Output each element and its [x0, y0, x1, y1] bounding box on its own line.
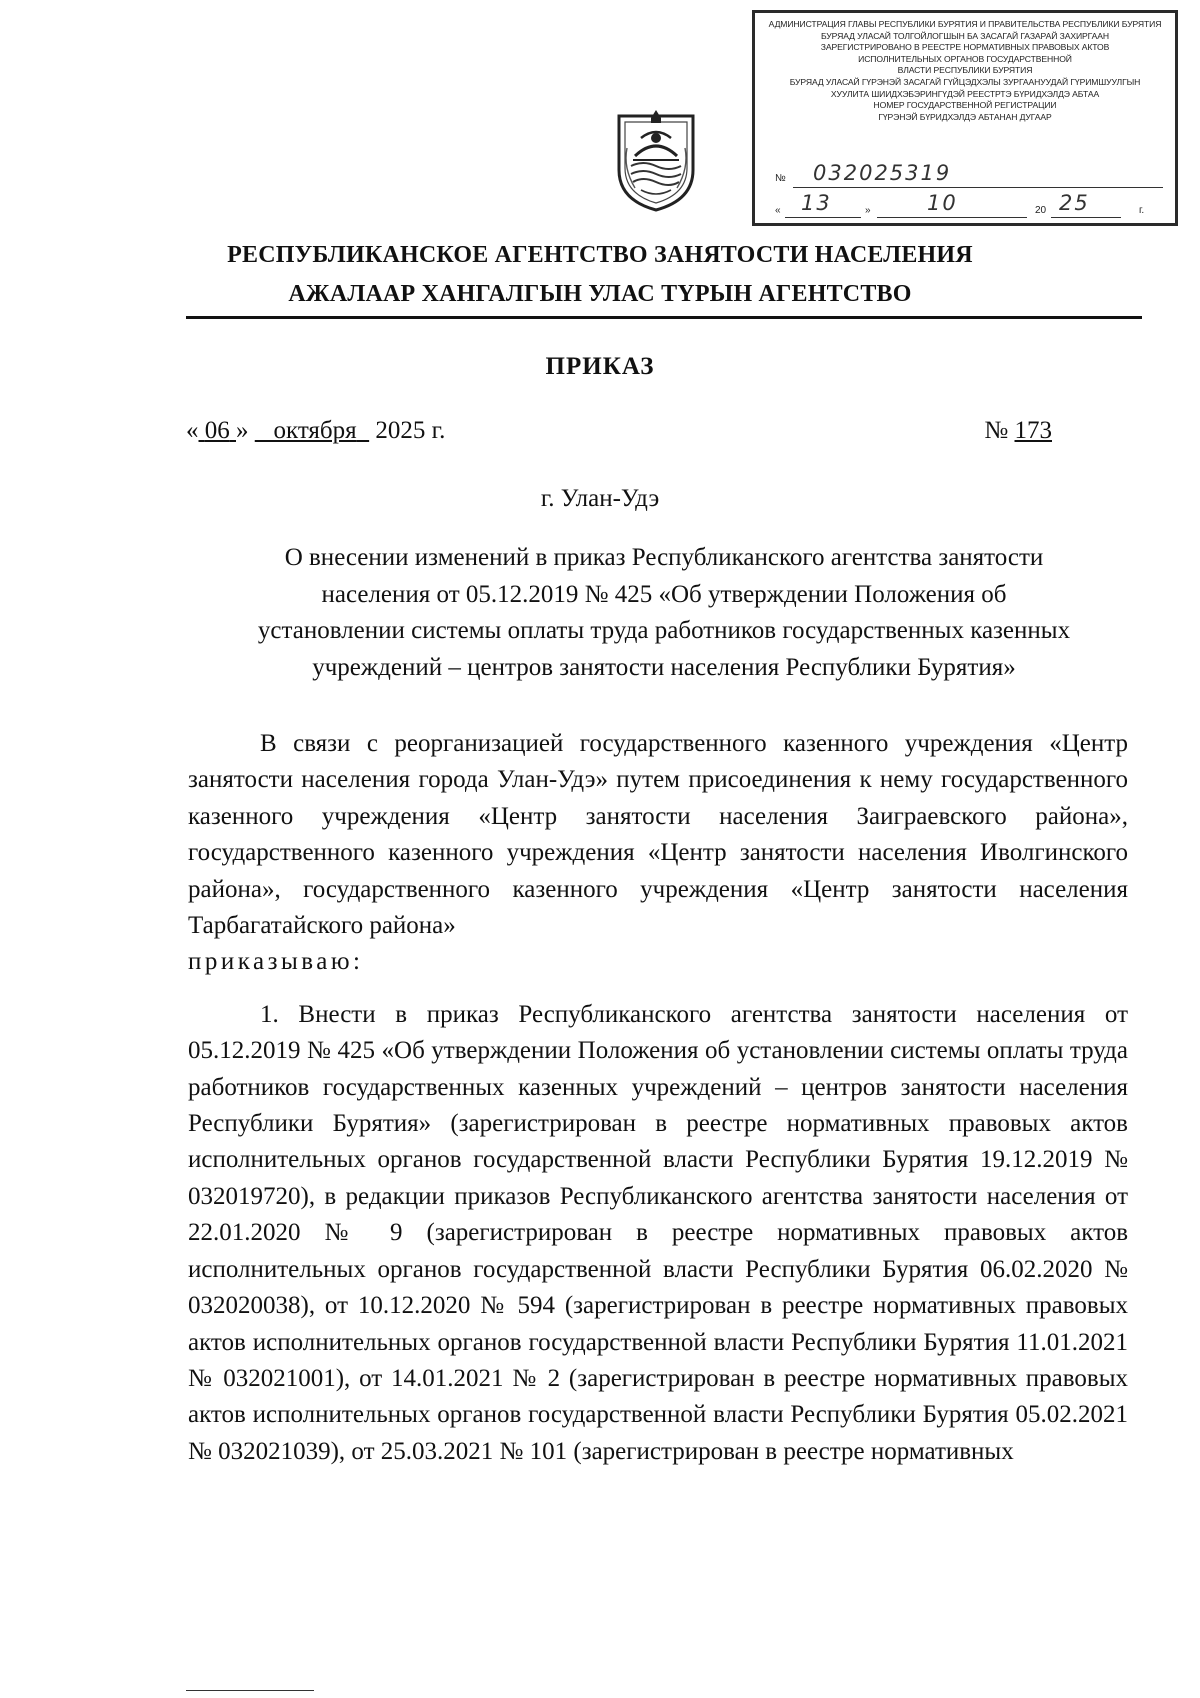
item-1-paragraph: 1. Внести в приказ Республиканского агентства занятости населения от 05.12.2019 № 425 «Об утверждении Положения об установлении системы оплаты труда работников государственных казенных учреждений – центров занятости населения Республики Бурятия» (зарегистрирован в реестре нормативных правовых актов исполнительных органов государственной власти Республики Бурятия 19.12.2019 № 032019720), в редакции приказов Республиканского агентства занятости населения от 22.01.2020 № 9 (зарегистрирован в реестре нормативных правовых актов исполнительных органов государственной власти Республики Бурятия 06.02.2020 № 032020038), от 10.12.2020 № 594 (зарегистрирован в реестре нормативных правовых актов исполнительных органов государственной власти Республики Бурятия 11.01.2021 № 032021001), от 14.01.2021 № 2 (зарегистрирован в реестре нормативных правовых актов исполнительных органов государственной власти Республики Бурятия 05.02.2021 № 032021039), от 25.03.2021 № 101 (зарегистрирован в реестре нормативных — [188, 1000, 1128, 1465]
order-city: г. Улан-Удэ — [540, 485, 660, 512]
stamp-line: ИСПОЛНИТЕЛЬНЫХ ОРГАНОВ ГОСУДАРСТВЕННОЙ — [858, 53, 1072, 64]
stamp-line: ЗАРЕГИСТРИРОВАНО В РЕЕСТРЕ НОРМАТИВНЫХ ПРАВОВЫХ АКТОВ — [820, 42, 1110, 53]
subject-line: учреждений – центров занятости населения Республики Бурятия» — [312, 653, 1016, 681]
stamp-line: ГҮРЭНЭЙ БҮРИДХЭЛДЭ АБТАНАН ДУГААР — [878, 111, 1052, 122]
order-date — [186, 417, 445, 445]
stamp-date-open-quote: « — [775, 205, 781, 216]
stamp-date-month: 10 — [927, 191, 958, 215]
order-number-value: 173 — [1014, 417, 1052, 444]
stamp-line: ХУУЛИТА ШИИДХЭБЭРИНГҮДЭЙ РЕЕСТРТЭ БҮРИДХЭЛДЭ АБТАА — [830, 88, 1100, 99]
stamp-line: БУРЯАД УЛАСАЙ ТОЛГОЙЛОГШЫН БА ЗАСАГАЙ ГАЗАРАЙ ЗАХИРГААН — [820, 30, 1110, 41]
order-subject — [186, 540, 1142, 686]
order-body — [188, 726, 1128, 1470]
stamp-day-underline — [785, 217, 861, 218]
stamp-date-row — [767, 193, 1167, 219]
header-divider — [186, 316, 1142, 319]
stamp-month-underline — [877, 217, 1027, 218]
stamp-line: НОМЕР ГОСУДАРСТВЕННОЙ РЕГИСТРАЦИИ — [873, 100, 1057, 111]
footer-divider — [186, 1690, 314, 1691]
agency-name-russian: РЕСПУБЛИКАНСКОЕ АГЕНТСТВО ЗАНЯТОСТИ НАСЕЛЕНИЯ — [227, 242, 973, 268]
date-day: 06 — [204, 417, 230, 444]
order-number — [984, 417, 1052, 445]
stamp-line: БУРЯАД УЛАСАЙ ГҮРЭНЭЙ ЗАСАГАЙ ГҮЙЦЭДХЭЛЫ ЗУРГААНУУДАЙ ГҮРИМШУУЛГЫН — [789, 76, 1141, 87]
stamp-number-label: № — [775, 173, 786, 184]
stamp-line: ВЛАСТИ РЕСПУБЛИКИ БУРЯТИЯ — [897, 65, 1033, 76]
stamp-line: АДМИНИСТРАЦИЯ ГЛАВЫ РЕСПУБЛИКИ БУРЯТИЯ И ПРАВИТЕЛЬСТВА РЕСПУБЛИКИ БУРЯТИЯ — [768, 19, 1162, 29]
stamp-date-year-suffix: г. — [1139, 205, 1145, 216]
preamble-paragraph: В связи с реорганизацией государственного казенного учреждения «Центр занятости населения города Улан-Удэ» путем присоединения к нему государственного казенного учреждения «Центр занятости населения Заиграевского района», государственного казенного учреждения «Центр занятости населения Иволгинского района», государственного казенного учреждения «Центр занятости населения Тарбагатайского района» приказываю: — [188, 730, 1128, 976]
coat-of-arms-emblem — [613, 108, 699, 212]
stamp-year-underline — [1051, 217, 1121, 218]
stamp-number-underline — [793, 187, 1163, 188]
stamp-date-close-quote: » — [865, 205, 871, 216]
subject-line: О внесении изменений в приказ Республиканского агентства занятости — [284, 544, 1044, 571]
stamp-date-year: 25 — [1059, 191, 1090, 215]
order-word: приказываю: — [188, 948, 364, 976]
order-title: ПРИКАЗ — [545, 353, 655, 380]
subject-line: установлении системы оплаты труда работников государственных казенных — [257, 617, 1071, 644]
date-month: октября — [273, 417, 357, 444]
registration-stamp — [752, 10, 1178, 226]
order-number-label: № — [984, 417, 1009, 444]
date-year: 2025 г. — [375, 417, 446, 444]
stamp-date-day: 13 — [801, 191, 832, 215]
stamp-number-row — [767, 163, 1167, 189]
agency-name-buryat: АЖАЛААР ХАНГАЛГЫН УЛАС ТҮРЫН АГЕНТСТВО — [288, 281, 912, 307]
stamp-registration-number: 032025319 — [813, 161, 952, 185]
stamp-date-year-prefix: 20 — [1035, 205, 1047, 216]
date-close-quote: » — [236, 417, 249, 444]
subject-line: населения от 05.12.2019 № 425 «Об утверждении Положения об — [321, 580, 1007, 608]
date-open-quote: « — [186, 417, 199, 444]
